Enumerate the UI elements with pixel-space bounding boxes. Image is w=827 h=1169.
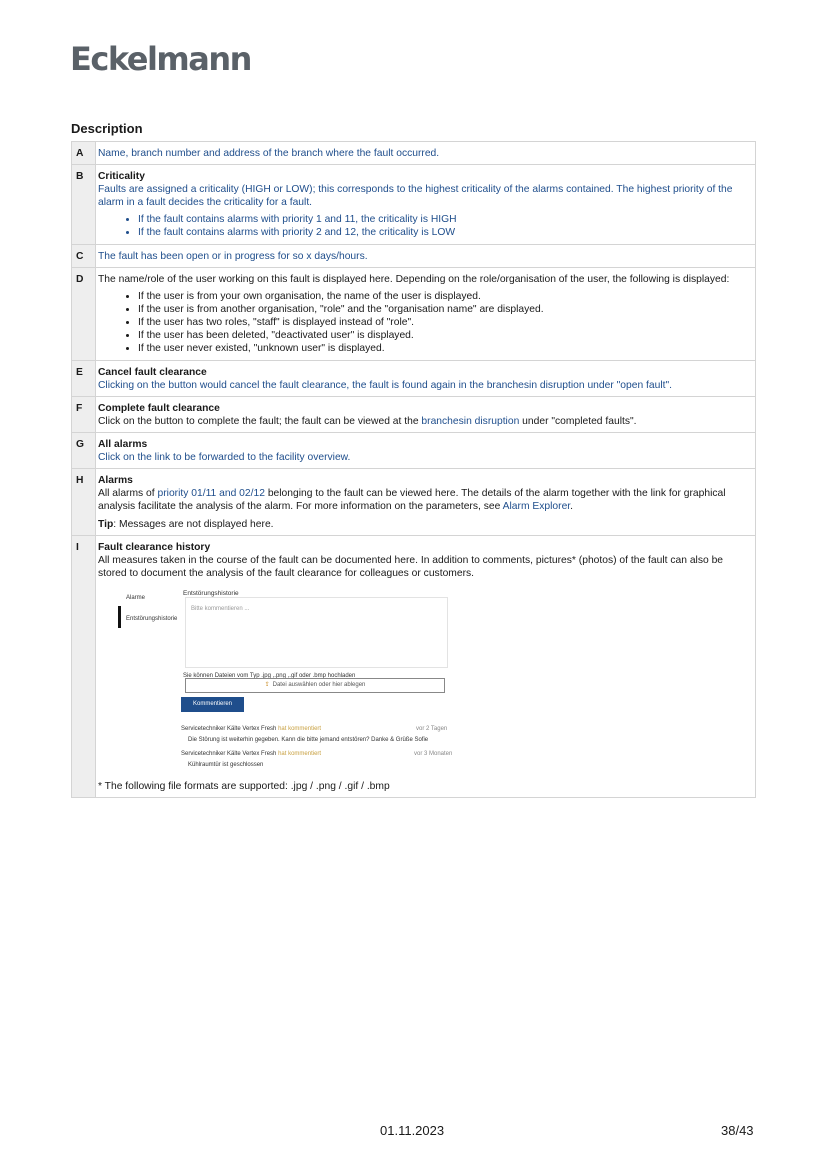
comment-time: vor 2 Tagen bbox=[416, 726, 448, 732]
row-key: B bbox=[72, 165, 96, 245]
row-c-text: The fault has been open or in progress for so x days/hours. bbox=[96, 245, 756, 268]
row-h-title: Alarms bbox=[98, 475, 133, 486]
facility-overview-link[interactable]: facility overview bbox=[276, 452, 348, 463]
comment-header: Servicetechniker Kälte Vertex Fresh hat kommentiert bbox=[181, 751, 322, 757]
comment-time: vor 3 Monaten bbox=[414, 751, 453, 757]
row-i-title: Fault clearance history bbox=[98, 542, 211, 553]
branches-link[interactable]: branchesin disruption bbox=[486, 380, 585, 391]
section-title: Description bbox=[71, 121, 143, 136]
table-row bbox=[72, 361, 756, 397]
row-b-bullet-list bbox=[98, 213, 749, 239]
row-key: E bbox=[72, 361, 96, 397]
row-key: F bbox=[72, 397, 96, 433]
comment-header: Servicetechniker Kälte Vertex Fresh hat kommentiert bbox=[181, 726, 322, 732]
table-row bbox=[72, 433, 756, 469]
file-format-footnote: * The following file formats are supported: .jpg / .png / .gif / .bmp bbox=[98, 781, 390, 792]
row-a-text: Name, branch number and address of the branch where the fault occurred. bbox=[96, 142, 756, 165]
table-row bbox=[72, 245, 756, 268]
history-title: Entstörungshistorie bbox=[183, 590, 239, 597]
list-item: • If the fault contains alarms with priority 2 and 12, the criticality is LOW bbox=[138, 226, 749, 239]
row-e-text: Clicking on the button would cancel the fault clearance, the fault is found again in the branchesin disruption under "open fault". bbox=[98, 380, 673, 391]
list-item: • If the user has two roles, "staff" is displayed instead of "role". bbox=[138, 316, 749, 329]
upload-icon: ⇪ bbox=[264, 682, 270, 688]
row-key: D bbox=[72, 268, 96, 361]
row-key: A bbox=[72, 142, 96, 165]
comment-text: Die Störung ist weiterhin gegeben. Kann die bitte jemand entstören? Danke & Grüße Sofie bbox=[188, 737, 429, 743]
row-g-title: All alarms bbox=[98, 439, 148, 450]
alarm-explorer-link[interactable]: Alarm Explorer bbox=[502, 501, 571, 512]
comment-text: Kühlraumtür ist geschlossen bbox=[188, 762, 264, 768]
description-table bbox=[71, 141, 756, 798]
table-row bbox=[72, 268, 756, 361]
row-b-text: Faults are assigned a criticality (HIGH or LOW); this corresponds to the highest criticality of the alarms contained. The highest priority of the alarm in a fault decides the criticality for a fault. bbox=[98, 184, 733, 208]
table-row bbox=[72, 397, 756, 433]
list-item: • If the user is from your own organisation, the name of the user is displayed. bbox=[138, 290, 749, 303]
footer-page-number: 38/43 bbox=[721, 1123, 754, 1138]
row-key: C bbox=[72, 245, 96, 268]
list-item: • If the user is from another organisation, "role" and the "organisation name" are displayed. bbox=[138, 303, 749, 316]
eckelmann-logo: Eckelmann bbox=[70, 40, 251, 78]
table-row bbox=[72, 469, 756, 536]
list-item: • If the user never existed, "unknown user" is displayed. bbox=[138, 342, 749, 355]
nav-alarms[interactable]: Alarme bbox=[126, 595, 146, 601]
list-item: • If the user has been deleted, "deactivated user" is displayed. bbox=[138, 329, 749, 342]
comment-textarea[interactable]: Bitte kommentieren ... bbox=[185, 597, 448, 668]
row-g-text: Click on the link to be forwarded to the facility overview. bbox=[98, 452, 351, 463]
list-item: • If the fault contains alarms with priority 1 and 11, the criticality is HIGH bbox=[138, 213, 749, 226]
row-key: H bbox=[72, 469, 96, 536]
row-d-text: The name/role of the user working on this fault is displayed here. Depending on the role/organisation of the user, the following is displayed: bbox=[98, 274, 730, 285]
row-f-title: Complete fault clearance bbox=[98, 403, 220, 414]
footer-date: 01.11.2023 bbox=[380, 1123, 445, 1138]
nav-history[interactable]: Entstörungshistorie bbox=[126, 616, 178, 622]
file-upload-dropzone[interactable]: ⇪ Datei auswählen oder hier ablegen bbox=[185, 678, 445, 693]
row-key: I bbox=[72, 536, 96, 798]
row-h-text: All alarms of priority 01/11 and 02/12 belonging to the fault can be viewed here. The details of the alarm together with the link for graphical analysis facilitate the analysis of the alarm. For more information on the parameters, see Alarm Explorer. bbox=[98, 488, 726, 512]
nav-active-indicator bbox=[118, 606, 121, 628]
row-i-text: All measures taken in the course of the fault can be documented here. In addition to comments, pictures* (photos) of the fault can also be stored to document the analysis of the fault clearance for colleagues or customers. bbox=[98, 555, 724, 579]
fault-history-screenshot bbox=[106, 586, 456, 776]
row-d-bullet-list bbox=[98, 290, 749, 355]
table-row bbox=[72, 165, 756, 245]
tip-note: Tip: Messages are not displayed here. bbox=[98, 519, 274, 530]
branches-link[interactable]: branchesin disruption bbox=[421, 416, 520, 427]
upload-info: Sie können Dateien vom Typ .jpg ,.png ,.gif oder .bmp hochladen bbox=[183, 673, 356, 679]
table-row bbox=[72, 142, 756, 165]
table-row bbox=[72, 536, 756, 798]
row-key: G bbox=[72, 433, 96, 469]
row-b-title: Criticality bbox=[98, 171, 145, 182]
row-e-title: Cancel fault clearance bbox=[98, 367, 207, 378]
row-f-text: Click on the button to complete the fault; the fault can be viewed at the branchesin disruption under "completed faults". bbox=[98, 416, 637, 427]
comment-button[interactable]: Kommentieren bbox=[181, 697, 244, 712]
